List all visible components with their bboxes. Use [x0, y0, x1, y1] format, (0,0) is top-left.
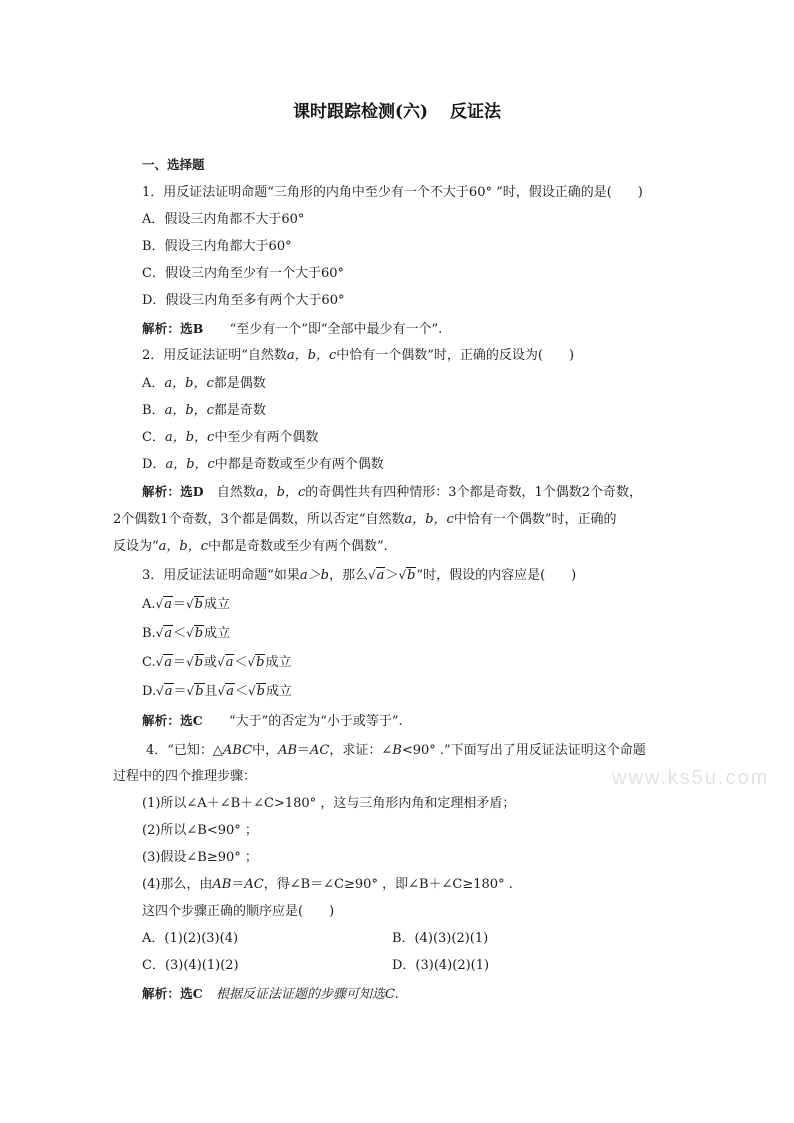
q3-c-a2: a — [225, 655, 234, 670]
q3-a-label: A. — [142, 597, 156, 612]
q3-stem-b: b — [407, 568, 416, 583]
q2-ans-l2-pre: 2个偶数1个奇数，3个都是偶数，所以否定“自然数 — [113, 512, 405, 527]
q3-c-eq: ＝ — [173, 655, 187, 670]
q4-l1-b: B — [392, 743, 402, 758]
q2-d-vars: a，b，c — [165, 457, 215, 472]
q3-option-a — [142, 595, 230, 614]
q3-stem-post: ”时，假设的内容应是( ) — [416, 568, 577, 583]
q4-l1-mid2: ，求证：∠ — [329, 743, 393, 758]
q3-b-label: B. — [142, 626, 156, 641]
q4-answer-head: 解析：选C — [142, 986, 203, 1001]
q4-l1-ac: AC — [310, 743, 330, 758]
q2-stem — [142, 347, 574, 365]
q2-b-vars: a，b，c — [164, 403, 214, 418]
q4-answer — [142, 985, 399, 1004]
q1-stem: 1．用反证法证明命题“三角形的内角中至少有一个不大于60° ”时，假设正确的是( ) — [142, 185, 643, 200]
q3-answer-head: 解析：选C — [142, 713, 203, 728]
q3-c-b1: b — [194, 655, 204, 670]
q3-stem-pre: 3．用反证法证明命题“如果 — [142, 568, 300, 583]
q4-option-d: D．(3)(4)(2)(1) — [392, 958, 490, 973]
q3-b-text: 成立 — [204, 626, 231, 641]
q2-a-vars: a，b，c — [164, 376, 214, 391]
q2-ans-l1-post: 的奇偶性共有四种情形：3个都是奇数，1个偶数2个奇数， — [305, 485, 643, 500]
sqrt-symbol: √a — [155, 626, 173, 641]
q2-c-label: C． — [142, 430, 165, 445]
q1-option-c: C．假设三内角至少有一个大于60° — [142, 266, 344, 281]
q2-a-text: 都是偶数 — [213, 376, 266, 391]
sqrt-symbol: √b — [186, 626, 204, 641]
q4-s4-ab: AB — [212, 877, 232, 892]
title-main: 课时跟踪检测(六) — [292, 102, 429, 122]
q2-c-vars: a，b，c — [164, 430, 215, 445]
q1-option-a: A．假设三内角都不大于60° — [142, 212, 305, 227]
q4-option-c: C．(3)(4)(1)(2) — [142, 958, 239, 973]
q2-option-a — [142, 375, 266, 393]
title-sub: 反证法 — [450, 102, 502, 122]
sqrt-symbol: √b — [247, 684, 265, 699]
sqrt-symbol: √a — [217, 655, 234, 670]
q1-option-b: B．假设三内角都大于60° — [142, 239, 292, 254]
q4-l1-abc: ABC — [222, 743, 253, 758]
q3-a-text: 成立 — [203, 597, 230, 612]
q3-a-eq: ＝ — [172, 597, 186, 612]
q3-b-a: a — [164, 626, 173, 641]
q2-d-text: 中都是奇数或至少有两个偶数 — [214, 457, 384, 472]
q3-d-eq: ＝ — [173, 684, 187, 699]
q4-options-ab — [142, 930, 642, 948]
q4-s4-post: ，得∠B＝∠C≥90° ，即∠B＋∠C≥180° . — [263, 877, 513, 892]
q4-l1-ab: AB — [278, 743, 298, 758]
sqrt-symbol: √b — [185, 597, 203, 612]
q3-a-a: a — [164, 597, 172, 612]
q2-ans-l3-pre: 反设为“ — [113, 539, 159, 554]
q3-stem-cond: a＞b — [299, 568, 329, 583]
q3-c-b2: b — [256, 655, 265, 670]
q2-option-b — [142, 402, 266, 420]
q4-s4-ac: AC — [244, 877, 264, 892]
q3-stem-gt: ＞ — [385, 568, 399, 583]
q2-stem-pre: 2．用反证法证明“自然数 — [142, 348, 287, 363]
q2-answer-line3 — [113, 538, 388, 556]
q2-answer-head: 解析：选D — [142, 484, 204, 499]
q3-stem-mid: ，那么 — [329, 568, 369, 583]
q2-ans-l1-vars: a，b，c — [255, 485, 306, 500]
q2-ans-l3-vars: a，b，c — [158, 539, 209, 554]
q4-answer-text: 根据反证法证题的步骤可知选C. — [215, 987, 399, 1002]
q3-b-b: b — [194, 626, 204, 641]
q3-d-b1: b — [195, 684, 204, 699]
q3-a-b: b — [194, 597, 203, 612]
q4-s4-pre: (4)那么，由 — [142, 877, 213, 892]
q3-d-a2: a — [226, 684, 234, 699]
sqrt-symbol: √b — [398, 568, 416, 583]
section-heading: 一、选择题 — [142, 157, 205, 172]
q2-option-c — [142, 429, 318, 447]
q3-c-or: 或 — [204, 655, 218, 670]
q2-a-label: A． — [142, 376, 165, 391]
q2-d-label: D． — [142, 457, 166, 472]
q4-l1-post: <90° .”下面写出了用反证法证明这个命题 — [401, 743, 646, 758]
q4-option-a: A．(1)(2)(3)(4) — [142, 931, 239, 946]
q3-answer-text: “大于”的否定为“小于或等于”. — [228, 714, 403, 729]
q3-c-lt: ＜ — [234, 655, 248, 670]
q4-step-1: (1)所以∠A＋∠B＋∠C>180° ，这与三角形内角和定理相矛盾； — [142, 796, 516, 811]
q2-answer-line2 — [113, 511, 616, 529]
q4-s4-eq: ＝ — [231, 877, 245, 892]
q3-answer — [142, 712, 403, 731]
sqrt-symbol: √a — [155, 597, 172, 612]
q3-option-c — [142, 653, 292, 672]
q2-b-text: 都是奇数 — [213, 403, 266, 418]
q4-l1-pre: 4．“已知：△ — [146, 743, 223, 758]
q3-d-b2: b — [256, 684, 265, 699]
q4-option-b: B．(4)(3)(2)(1) — [392, 931, 489, 946]
q3-stem-a: a — [376, 568, 385, 583]
q4-options-cd — [142, 957, 642, 975]
q3-b-lt: ＜ — [173, 626, 187, 641]
q4-l1-eq: ＝ — [297, 743, 311, 758]
q3-d-and: 且 — [204, 684, 218, 699]
page-title — [0, 97, 794, 122]
q3-d-a1: a — [164, 684, 173, 699]
sqrt-symbol: √a — [156, 684, 173, 699]
sqrt-symbol: √a — [217, 684, 234, 699]
sqrt-symbol: √b — [247, 655, 265, 670]
q1-option-d: D．假设三内角至多有两个大于60° — [142, 293, 345, 308]
q2-option-d — [142, 456, 384, 474]
q3-option-d — [142, 682, 292, 701]
q4-step-3: (3)假设∠B≥90° ； — [142, 850, 258, 865]
q3-option-b — [142, 624, 230, 643]
sqrt-symbol: √a — [155, 655, 173, 670]
q4-stem-line1 — [146, 742, 646, 760]
q2-stem-post: 中恰有一个偶数”时，正确的反设为( ) — [336, 348, 575, 363]
q2-ans-l1-pre: 自然数 — [216, 485, 256, 500]
q2-b-label: B． — [142, 403, 165, 418]
q4-step-2: (2)所以∠B<90° ； — [142, 823, 258, 838]
q1-answer-head: 解析：选B — [142, 321, 204, 336]
q4-step-4 — [142, 876, 513, 894]
sqrt-symbol: √a — [368, 568, 385, 583]
q3-c-text: 成立 — [265, 655, 292, 670]
q4-l1-mid1: 中， — [252, 743, 279, 758]
q1-answer — [142, 320, 442, 339]
q2-ans-l3-post: 中都是奇数或至少有两个偶数”. — [208, 539, 388, 554]
sqrt-symbol: √b — [186, 684, 204, 699]
q3-c-label: C. — [142, 655, 156, 670]
q3-stem — [142, 566, 576, 585]
q2-ans-l2-post: 中恰有一个偶数”时，正确的 — [453, 512, 617, 527]
q4-stem-line2: 过程中的四个推理步骤： — [113, 769, 257, 784]
sqrt-symbol: √b — [186, 655, 204, 670]
watermark-logo: www.ks5u.com — [612, 767, 770, 789]
q3-d-label: D. — [142, 684, 157, 699]
q2-answer-line1 — [142, 483, 642, 502]
q3-c-a1: a — [164, 655, 173, 670]
q2-stem-vars: a，b，c — [286, 348, 337, 363]
q3-d-text: 成立 — [265, 684, 292, 699]
q1-answer-text: “至少有一个”即“全部中最少有一个”. — [229, 322, 443, 337]
q3-d-lt: ＜ — [234, 684, 248, 699]
q2-ans-l2-vars: a，b，c — [404, 512, 454, 527]
q2-c-text: 中至少有两个偶数 — [214, 430, 319, 445]
q4-order-question: 这四个步骤正确的顺序应是( ) — [142, 904, 335, 919]
